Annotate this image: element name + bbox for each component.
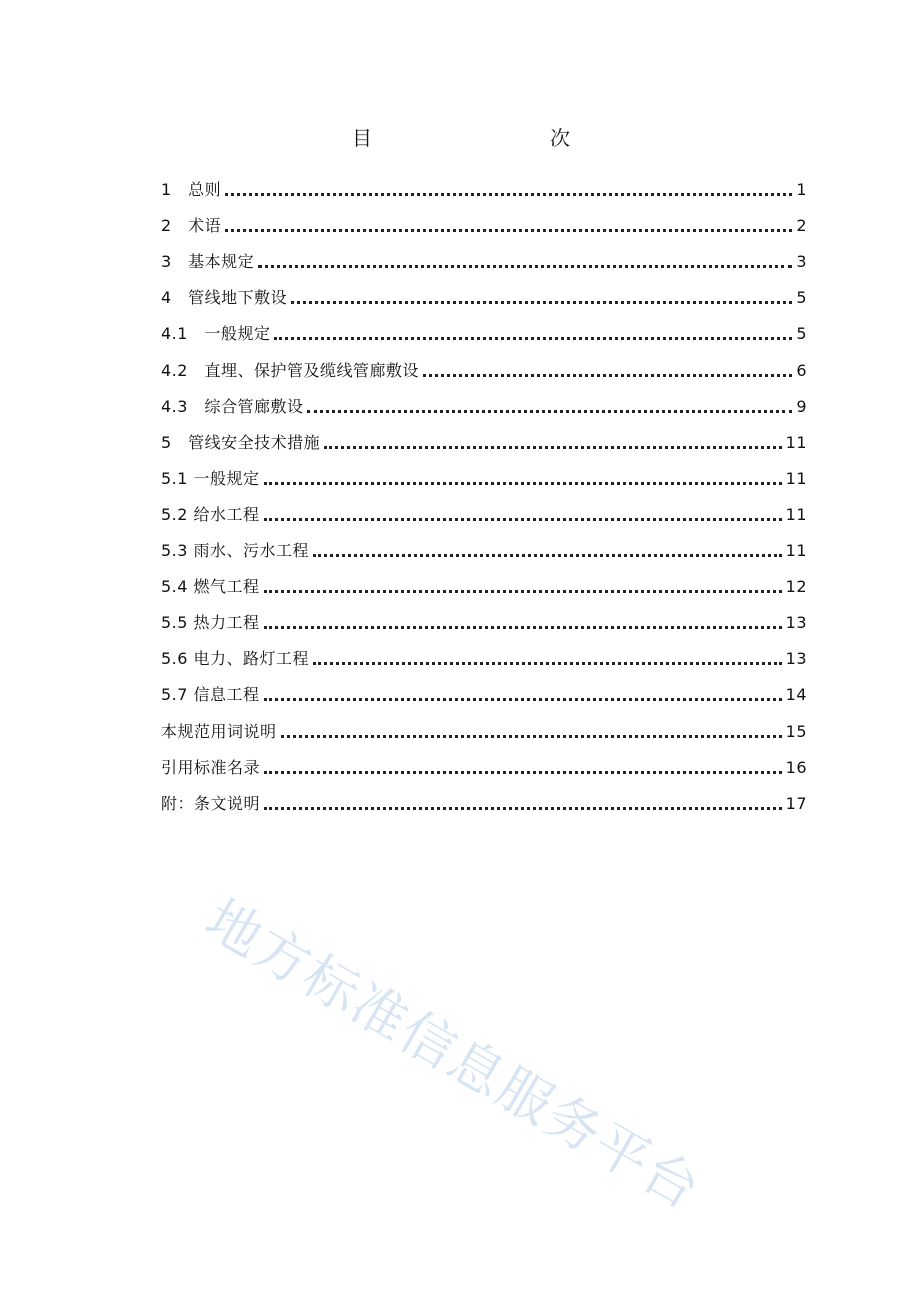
toc-entry-page: 6 <box>796 360 807 380</box>
toc-entry[interactable] <box>161 346 807 382</box>
toc-entry-page: 14 <box>785 685 807 705</box>
toc-entry-label: 3 基本规定 <box>161 252 255 272</box>
toc-entry-page: 5 <box>796 288 807 308</box>
toc-entry-label: 本规范用词说明 <box>161 721 277 741</box>
toc-entry-label: 4.3 综合管廊敷设 <box>161 396 304 416</box>
toc-entry[interactable] <box>161 563 807 599</box>
toc-entry-label: 4 管线地下敷设 <box>161 288 288 308</box>
toc-dot-leader <box>264 482 782 485</box>
toc-dot-leader <box>225 229 792 232</box>
toc-entry[interactable] <box>161 310 807 346</box>
toc-title: 目 次 <box>352 126 616 150</box>
toc-entry-page: 17 <box>785 793 807 813</box>
toc-entry-label: 附：条文说明 <box>161 793 261 813</box>
toc-entry-page: 3 <box>796 252 807 272</box>
toc-list <box>161 166 807 816</box>
toc-dot-leader <box>225 193 792 196</box>
toc-entry[interactable] <box>161 491 807 527</box>
toc-entry[interactable] <box>161 419 807 455</box>
toc-dot-leader <box>307 410 792 413</box>
toc-entry-label: 5.5 热力工程 <box>161 613 260 633</box>
toc-entry-label: 2 术语 <box>161 216 222 236</box>
toc-entry-page: 5 <box>796 324 807 344</box>
toc-dot-leader <box>264 807 782 810</box>
toc-dot-leader <box>264 698 782 701</box>
toc-entry-label: 5.6 电力、路灯工程 <box>161 649 310 669</box>
toc-entry-page: 16 <box>785 757 807 777</box>
toc-entry-page: 11 <box>785 432 807 452</box>
toc-dot-leader <box>264 626 782 629</box>
toc-entry-label: 4.1 一般规定 <box>161 324 271 344</box>
toc-entry-page: 9 <box>796 396 807 416</box>
toc-entry[interactable] <box>161 599 807 635</box>
toc-entry-page: 2 <box>796 216 807 236</box>
toc-entry-label: 5.3 雨水、污水工程 <box>161 541 310 561</box>
toc-entry[interactable] <box>161 744 807 780</box>
toc-entry-page: 15 <box>785 721 807 741</box>
toc-dot-leader <box>264 771 782 774</box>
toc-entry[interactable] <box>161 383 807 419</box>
toc-entry-label: 引用标准名录 <box>161 757 261 777</box>
toc-entry-page: 11 <box>785 541 807 561</box>
toc-entry[interactable] <box>161 527 807 563</box>
toc-entry[interactable] <box>161 671 807 707</box>
toc-entry-page: 11 <box>785 504 807 524</box>
toc-entry[interactable] <box>161 635 807 671</box>
toc-entry-label: 5.1 一般规定 <box>161 468 260 488</box>
toc-entry-label: 5.4 燃气工程 <box>161 577 260 597</box>
toc-dot-leader <box>423 374 792 377</box>
toc-entry-page: 12 <box>785 577 807 597</box>
toc-entry-page: 1 <box>796 180 807 200</box>
watermark-text: 地方标准信息服务平台 <box>195 887 712 1223</box>
toc-dot-leader <box>264 590 782 593</box>
toc-dot-leader <box>274 337 792 340</box>
toc-entry[interactable] <box>161 455 807 491</box>
toc-entry[interactable] <box>161 202 807 238</box>
toc-entry[interactable] <box>161 274 807 310</box>
toc-entry-label: 5.2 给水工程 <box>161 504 260 524</box>
toc-dot-leader <box>258 265 792 268</box>
toc-dot-leader <box>291 301 792 304</box>
toc-entry[interactable] <box>161 780 807 816</box>
toc-entry-label: 5 管线安全技术措施 <box>161 432 321 452</box>
toc-entry[interactable] <box>161 238 807 274</box>
toc-entry-page: 13 <box>785 649 807 669</box>
toc-dot-leader <box>281 735 782 738</box>
toc-entry-label: 4.2 直埋、保护管及缆线管廊敷设 <box>161 360 419 380</box>
toc-dot-leader <box>313 554 782 557</box>
toc-entry-label: 1 总则 <box>161 180 222 200</box>
toc-entry-label: 5.7 信息工程 <box>161 685 260 705</box>
toc-entry-page: 13 <box>785 613 807 633</box>
toc-entry[interactable] <box>161 707 807 743</box>
toc-dot-leader <box>264 518 782 521</box>
toc-dot-leader <box>324 446 781 449</box>
toc-entry[interactable] <box>161 166 807 202</box>
toc-dot-leader <box>313 662 782 665</box>
toc-entry-page: 11 <box>785 468 807 488</box>
